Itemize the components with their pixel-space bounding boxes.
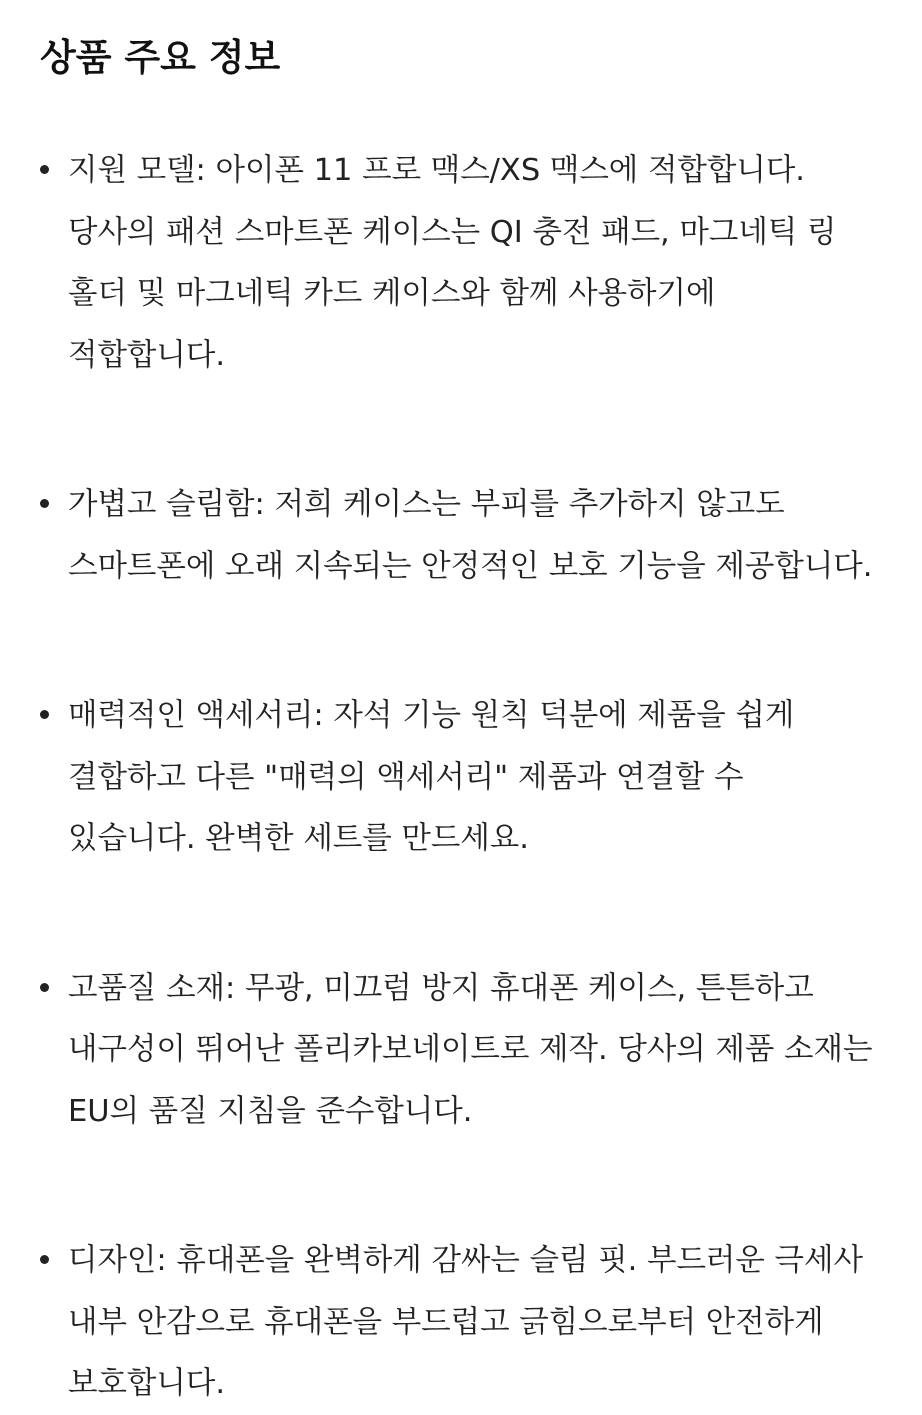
- list-item: [40, 474, 880, 597]
- list-item: [40, 958, 880, 1143]
- list-item: [40, 140, 880, 386]
- bullet-icon: [40, 499, 49, 508]
- bullet-icon: [40, 165, 49, 174]
- page-title: 상품 주요 정보: [40, 36, 281, 79]
- feature-list: [40, 140, 882, 1415]
- bullet-icon: [40, 983, 49, 992]
- bullet-icon: [40, 710, 49, 719]
- list-item: [40, 685, 880, 870]
- list-item-text: 디자인: 휴대폰을 완벽하게 감싸는 슬림 핏. 부드러운 극세사 내부 안감으로 휴대폰을 부드럽고 긁힘으로부터 안전하게 보호합니다.: [68, 1243, 863, 1401]
- list-item-text: 지원 모델: 아이폰 11 프로 맥스/XS 맥스에 적합합니다. 당사의 패션 스마트폰 케이스는 QI 충전 패드, 마그네틱 링 홀더 및 마그네틱 카드 케이스와 함께 사용하기에 적합합니다.: [68, 153, 837, 373]
- bullet-icon: [40, 1255, 49, 1264]
- list-item-text: 매력적인 액세서리: 자석 기능 원칙 덕분에 제품을 쉽게 결합하고 다른 "매력의 액세서리" 제품과 연결할 수 있습니다. 완벽한 세트를 만드세요.: [68, 698, 795, 856]
- list-item: [40, 1230, 880, 1415]
- list-item-text: 가볍고 슬림함: 저희 케이스는 부피를 추가하지 않고도 스마트폰에 오래 지속되는 안정적인 보호 기능을 제공합니다.: [68, 487, 873, 584]
- list-item-text: 고품질 소재: 무광, 미끄럼 방지 휴대폰 케이스, 튼튼하고 내구성이 뛰어난 폴리카보네이트로 제작. 당사의 제품 소재는 EU의 품질 지침을 준수합니다.: [68, 970, 873, 1129]
